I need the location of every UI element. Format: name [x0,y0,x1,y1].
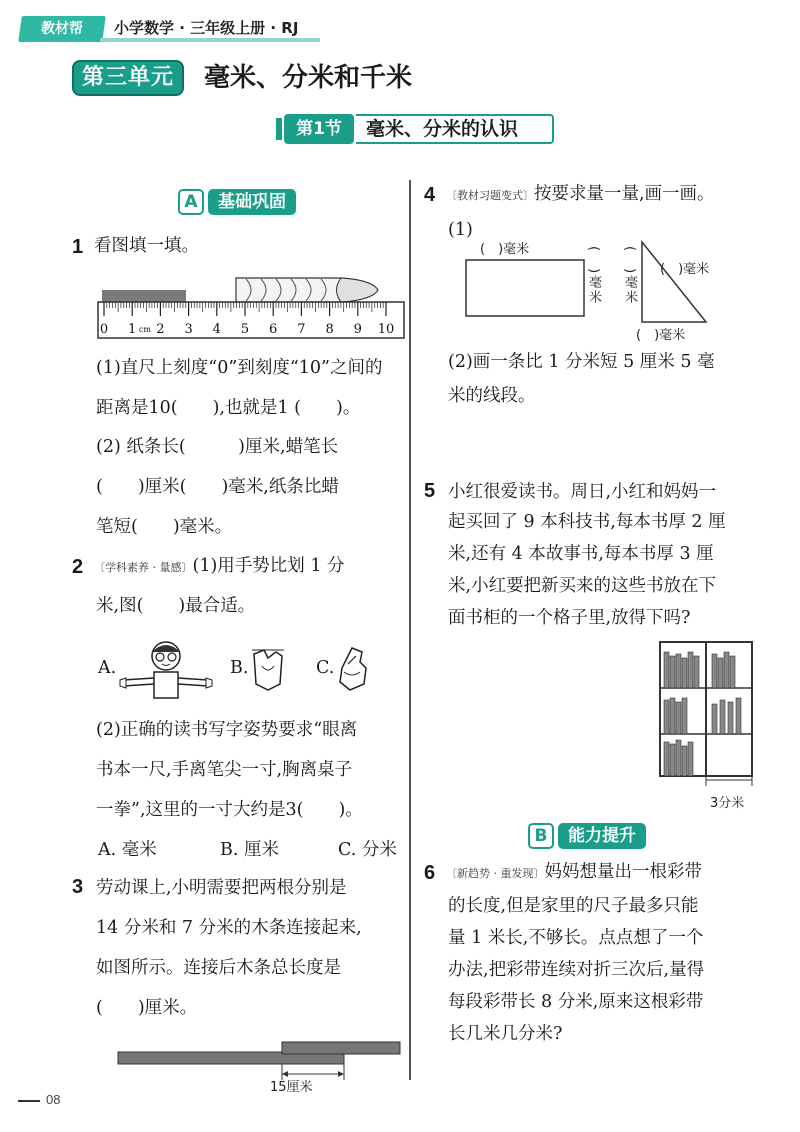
paper-strip [102,290,186,302]
q2-choice-a: A. 毫米 [98,840,157,860]
q3-line3: 如图所示。连接后木条总长度是 [96,958,341,978]
q2-line1: (1)用手势比划 1 分 [192,556,345,576]
q4-tag: 〔教材习题变式〕 [446,189,534,202]
q4-line2: 米的线段。 [448,386,536,406]
q4-line1: (2)画一条比 1 分米短 5 厘米 5 毫 [448,352,715,372]
overlap-label: 15厘米 [270,1080,313,1095]
level-a-text: 基础巩固 [208,189,296,215]
ruler-tick-label: 1 [128,322,137,337]
q1-line5: 笔短( )毫米。 [96,517,233,537]
q6-tag: 〔新趋势 · 重发现〕 [446,867,545,880]
section-title: 毫米、分米的认识 [356,114,554,144]
q1-line1: (1)直尺上刻度“0”到刻度“10”之间的 [96,358,383,378]
q2-line5: 一拳”,这里的一寸大约是3( )。 [96,800,363,820]
tri-right-label: ( )毫米 [660,262,710,277]
q6-line3: 量 1 米长,不够长。点点想了一个 [448,928,704,948]
brand-text: 教材帮 [41,21,83,37]
q5-line5: 面书柜的一个格子里,放得下吗? [448,608,691,628]
level-a-badge [178,188,296,216]
q5-line2: 起买回了 9 本科技书,每本书厚 2 厘 [448,512,726,532]
q2-line2: 米,图( )最合适。 [96,596,256,616]
q5-line3: 米,还有 4 本故事书,每本书厚 3 厘 [448,544,714,564]
q2-option-b-label: B. [230,658,249,678]
crayon [236,278,378,302]
gesture-b-image [248,644,288,694]
shelf-width-label: 3分米 [710,796,745,811]
q3-line1: 劳动课上,小明需要把两根分别是 [96,878,347,898]
ruler-tick-label: 9 [353,322,362,337]
q1-number: 1 [72,236,84,258]
ruler-tick-label: 7 [297,322,306,337]
ruler-tick-label: cm [138,325,151,334]
q6-line6: 长几米几分米? [448,1024,563,1044]
wood-strip-short [282,1042,400,1054]
gesture-c-image [332,644,372,694]
ruler-tick-label: 8 [325,322,334,337]
rect-side-label: ( )毫米 [586,246,601,306]
q2-choice-c: C. 分米 [338,840,397,860]
ruler-tick-label: 2 [156,322,165,337]
q5-line1: 小红很爱读书。周日,小红和妈妈一 [448,482,717,502]
q2-line3: (2)正确的读书写字姿势要求“眼离 [96,720,358,740]
ruler-figure [96,270,408,340]
bookshelf-figure [656,638,756,798]
q6-line1: 妈妈想量出一根彩带 [544,862,702,882]
q1-line4: ( )厘米( )毫米,纸条比蜡 [96,477,339,497]
q2-option-c-label: C. [316,658,335,678]
level-a-letter: A [178,189,204,215]
ruler-tick-label: 3 [184,322,193,337]
q3-line2: 14 分米和 7 分米的木条连接起来, [96,918,362,938]
ruler-tick-label: 5 [240,322,250,337]
page-number-dash [18,1100,40,1102]
level-b-text: 能力提升 [558,823,646,849]
level-b-badge [528,822,646,850]
q3-line4: ( )厘米。 [96,998,198,1018]
q2-number: 2 [72,556,84,578]
q5-number: 5 [424,480,436,502]
gesture-a-image [118,636,214,700]
level-b-letter: B [528,823,554,849]
q6-number: 6 [424,862,436,884]
rect-top-label: ( )毫米 [480,242,530,257]
column-divider [409,180,411,1080]
unit-badge: 第三单元 [72,60,184,96]
tri-left-label: ( )毫米 [622,246,637,306]
q2-tag: 〔学科素养 · 量感〕 [94,561,193,574]
q4-first-line [446,174,715,216]
ruler-tick-label: 6 [269,322,278,337]
q3-number: 3 [72,876,84,898]
q1-line3: (2) 纸条长( )厘米,蜡笔长 [96,437,339,457]
section-badge: 第1节 [284,114,354,144]
rectangle-figure [462,256,592,320]
triangle-figure [636,236,712,328]
ruler-tick-label: 0 [99,322,109,337]
q4-number: 4 [424,184,436,206]
q2-choice-b: B. 厘米 [220,840,279,860]
q2-line4: 书本一尺,手离笔尖一寸,胸离桌子 [96,760,353,780]
ruler-tick-label: 10 [377,322,395,337]
q1-title: 看图填一填。 [94,236,199,256]
header-underline [100,38,320,42]
page-number: 08 [46,1092,61,1107]
q4-title: 按要求量一量,画一画。 [534,184,715,204]
wood-strips-figure [114,1036,414,1092]
q2-option-a-label: A. [98,658,117,678]
tri-bottom-label: ( )毫米 [636,328,686,343]
section-bar-decoration [276,118,282,140]
q6-line4: 办法,把彩带连续对折三次后,量得 [448,960,705,980]
q6-line5: 每段彩带长 8 分米,原来这根彩带 [448,992,704,1012]
q5-line4: 米,小红要把新买来的这些书放在下 [448,576,717,596]
brand-tag [18,16,106,42]
unit-title: 毫米、分米和千米 [204,63,413,93]
ruler-tick-label: 4 [212,322,221,337]
q6-line2: 的长度,但是家里的尺子最多只能 [448,896,699,916]
q1-line2: 距离是10( ),也就是1 ( )。 [96,398,361,418]
book-title: 小学数学 · 三年级上册 · RJ [114,19,299,37]
q2-first-line [94,546,345,588]
q4-sub1: (1) [448,220,473,240]
